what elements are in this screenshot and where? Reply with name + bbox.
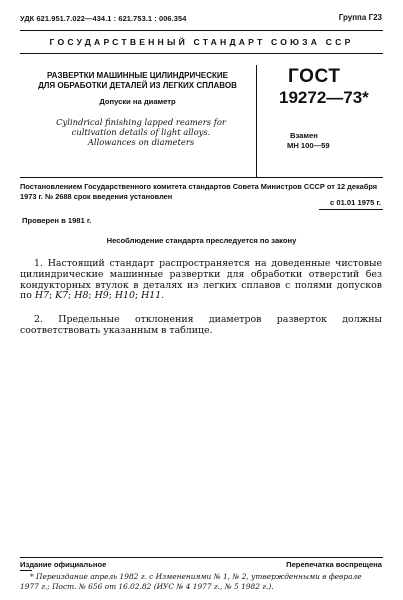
gost-number: 19272—73* xyxy=(279,88,369,107)
footnote-rule xyxy=(20,570,32,571)
tolerance-h9: H9 xyxy=(94,290,109,302)
clause-1-text: 1. Настоящий стандарт распространяется на доведенные чистовые цилиндрические машинные развертки для обработки отверстий без кондукторных втулок в деталях из легких сплавов с полями допусков по xyxy=(20,258,382,302)
clause-1: 1. Настоящий стандарт распространяется на доведенные чистовые цилиндрические машинные развертки для обработки отверстий без кондукторных втулок в деталях из легких сплавов с полями допусков по H7; K7; H8; H9; H10; H11. xyxy=(20,258,382,302)
title-ru-line-2: ДЛЯ ОБРАБОТКИ ДЕТАЛЕЙ ИЗ ЛЕГКИХ СПЛАВОВ xyxy=(38,81,237,90)
title-ru-line-1: РАЗВЕРТКИ МАШИННЫЕ ЦИЛИНДРИЧЕСКИЕ xyxy=(47,71,228,80)
tolerance-h7: H7 xyxy=(34,290,50,302)
tolerance-h8: H8 xyxy=(74,290,89,302)
group-code: Группа Г23 xyxy=(338,13,382,22)
title-divider xyxy=(256,65,257,177)
header-rule-bottom xyxy=(20,53,383,54)
reprint-prohibited: Перепечатка воспрещена xyxy=(286,560,382,569)
official-edition: Издание официальное xyxy=(20,560,107,569)
header-rule-top xyxy=(20,30,383,31)
gost-label: ГОСТ xyxy=(288,66,341,87)
reissue-footnote: * Переиздание апрель 1982 г. с Изменениями № 1, № 2, утвержденными в феврале 1977 г.; Пост. № 656 от 16.02.82 (ИУС № 4 1977 г., № 5 1982 г.). xyxy=(20,572,362,591)
subtitle-ru: Допуски на диаметр xyxy=(99,97,176,106)
replaced-standard: МН 100—59 xyxy=(287,141,330,150)
tolerance-k7: K7 xyxy=(55,290,69,302)
decree-text: Постановлением Государственного комитета стандартов Совета Министров СССР от 12 декабря 1973 г. № 2688 срок введения установлен xyxy=(20,182,378,201)
clause-2: 2. Предельные отклонения диаметров разверток должны соответствовать указанным в таблице. xyxy=(20,314,382,336)
effective-date-underline xyxy=(319,209,383,210)
checked-year: Проверен в 1981 г. xyxy=(22,216,92,225)
section-rule xyxy=(20,177,383,178)
replaced-label: Взамен xyxy=(290,131,318,140)
udc-code: УДК 621.951.7.022—434.1 : 621.753.1 : 006.354 xyxy=(20,14,187,23)
title-en: Cylindrical finishing lapped reamers for cultivation details of light alloys. Allowances on diameters xyxy=(56,117,226,147)
tolerance-h10: H10 xyxy=(114,290,135,302)
legal-notice: Несоблюдение стандарта преследуется по закону xyxy=(106,236,297,245)
tolerance-h11: H11 xyxy=(141,290,162,302)
effective-date: с 01.01 1975 г. xyxy=(330,198,381,207)
title-ru xyxy=(30,71,245,91)
gov-standard-banner: ГОСУДАРСТВЕННЫЙ СТАНДАРТ СОЮЗА ССР xyxy=(49,37,354,47)
footer-rule xyxy=(20,557,383,558)
